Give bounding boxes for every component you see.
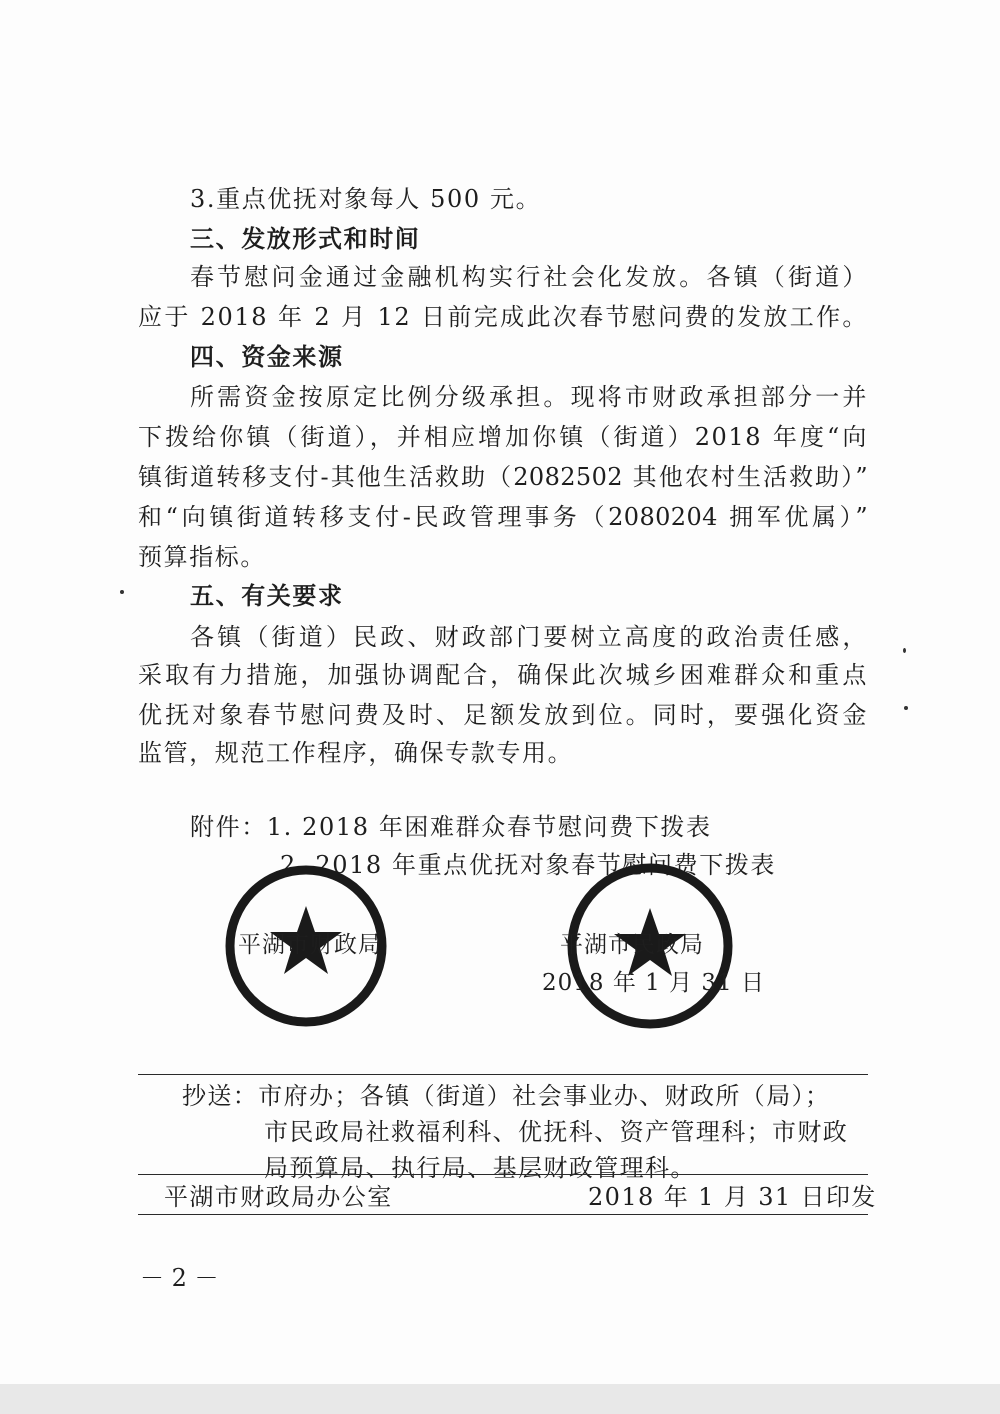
scan-speck	[120, 590, 124, 594]
body-paragraph-4-line-5: 预算指标。	[138, 543, 266, 571]
body-paragraph-4-line-4: 和“向镇街道转移支付-民政管理事务（2080204 拥军优属）”	[138, 503, 868, 531]
body-paragraph-5-line-3: 优抚对象春节慰问费及时、足额发放到位。同时，要强化资金	[138, 701, 868, 729]
section-heading-4: 四、资金来源	[190, 343, 344, 371]
body-paragraph-4-line-1: 所需资金按原定比例分级承担。现将市财政承担部分一并	[190, 383, 868, 411]
body-paragraph-5-line-4: 监管，规范工作程序，确保专款专用。	[138, 739, 574, 767]
cc-line-2: 市民政局社救福利科、优抚科、资产管理科；市财政	[264, 1118, 849, 1146]
cc-line-3: 局预算局、执行局、基层财政管理科。	[264, 1154, 696, 1182]
signature-civil-affairs-bureau: 平湖市民政局	[560, 932, 704, 958]
body-paragraph-4-line-3: 镇街道转移支付-其他生活救助（2082502 其他农村生活救助）”	[138, 463, 868, 491]
scan-speck	[903, 648, 906, 653]
signature-date: 2018 年 1 月 31 日	[542, 970, 765, 996]
attachment-line-1: 附件：1. 2018 年困难群众春节慰问费下拨表	[190, 813, 712, 841]
body-paragraph-4-line-2: 下拨给你镇（街道），并相应增加你镇（街道）2018 年度“向	[138, 423, 868, 451]
scan-speck	[904, 706, 908, 710]
issue-date: 2018 年 1 月 31 日印发	[588, 1183, 877, 1211]
body-line-item-3: 3.重点优抚对象每人 500 元。	[190, 185, 542, 213]
section-heading-5: 五、有关要求	[190, 582, 344, 610]
section-heading-3: 三、发放形式和时间	[190, 225, 421, 253]
issuer-office: 平湖市财政局办公室	[164, 1183, 393, 1211]
attachment-line-2: 2. 2018 年重点优抚对象春节慰问费下拨表	[280, 851, 777, 879]
footer-rule-middle	[138, 1174, 868, 1175]
signature-finance-bureau: 平湖市财政局	[238, 932, 382, 958]
body-paragraph-5-line-1: 各镇（街道）民政、财政部门要树立高度的政治责任感，	[190, 623, 868, 651]
body-paragraph-3-line-1: 春节慰问金通过金融机构实行社会化发放。各镇（街道）	[190, 263, 868, 291]
cc-line-1: 抄送：市府办；各镇（街道）社会事业办、财政所（局）；	[182, 1082, 831, 1110]
page-number: － 2 －	[140, 1264, 219, 1292]
body-paragraph-5-line-2: 采取有力措施，加强协调配合，确保此次城乡困难群众和重点	[138, 661, 868, 689]
body-paragraph-3-line-2: 应于 2018 年 2 月 12 日前完成此次春节慰问费的发放工作。	[138, 303, 868, 331]
scan-bottom-edge	[0, 1384, 1000, 1414]
footer-rule-bottom	[138, 1214, 868, 1215]
footer-rule-top	[138, 1074, 868, 1075]
